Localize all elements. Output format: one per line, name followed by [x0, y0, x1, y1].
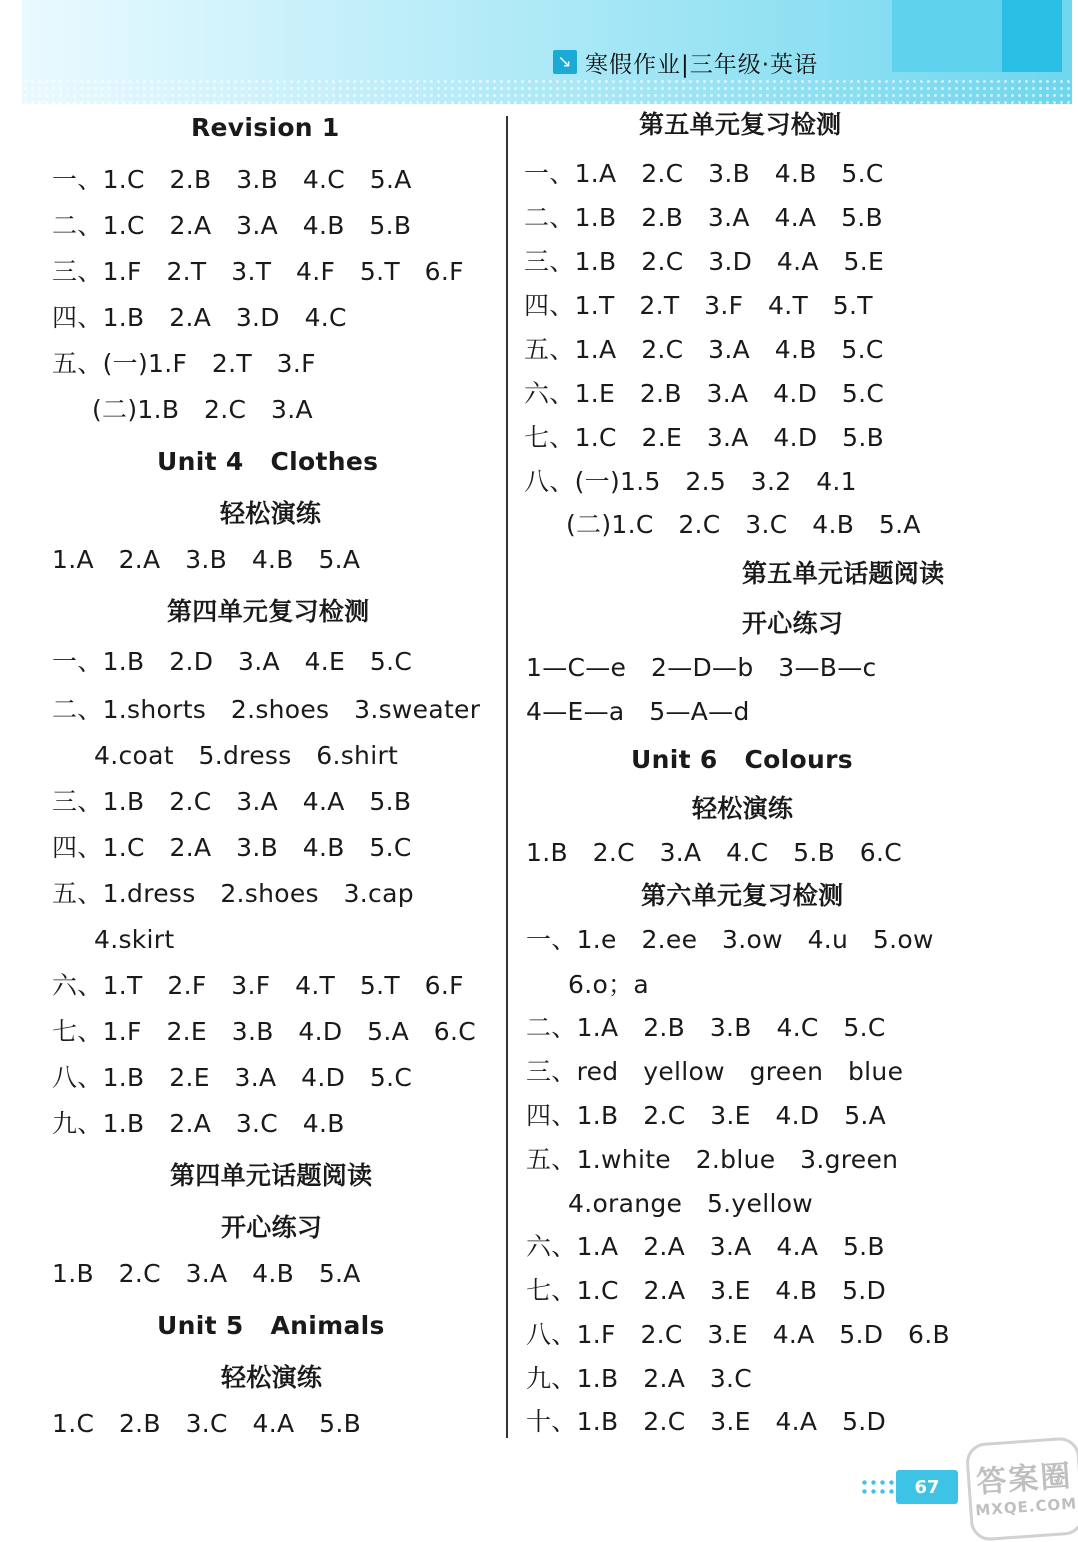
page-number-dots [860, 1478, 896, 1498]
banner-dot-pattern [22, 78, 1072, 104]
left-heading: 第四单元话题阅读 [170, 1161, 373, 1190]
left-answer-line: (二)1.B 2.C 3.A [92, 395, 313, 424]
left-answer-line: 4.skirt [94, 925, 175, 954]
right-heading: 第六单元复习检测 [641, 881, 844, 910]
left-heading: 第四单元复习检测 [167, 597, 370, 626]
right-answer-line: 一、1.A 2.C 3.B 4.B 5.C [524, 159, 884, 188]
right-answer-line: 九、1.B 2.A 3.C [526, 1364, 753, 1393]
right-answer-line: 4—E—a 5—A—d [526, 697, 750, 726]
right-answer-line: 六、1.E 2.B 3.A 4.D 5.C [524, 379, 885, 408]
left-answer-line: 五、(一)1.F 2.T 3.F [52, 349, 316, 378]
right-answer-line: 二、1.B 2.B 3.A 4.A 5.B [524, 203, 883, 232]
left-answer-line: 一、1.C 2.B 3.B 4.C 5.A [52, 165, 412, 194]
right-answer-line: 二、1.A 2.B 3.B 4.C 5.C [526, 1013, 886, 1042]
left-answer-line: 1.C 2.B 3.C 4.A 5.B [52, 1409, 362, 1438]
right-heading: 轻松演练 [692, 794, 794, 823]
left-answer-line: 二、1.shorts 2.shoes 3.sweater [52, 695, 481, 724]
right-answer-line: 七、1.C 2.A 3.E 4.B 5.D [526, 1276, 887, 1305]
banner-block [1002, 0, 1062, 72]
left-answer-line: 三、1.F 2.T 3.T 4.F 5.T 6.F [52, 257, 464, 286]
left-answer-line: 1.A 2.A 3.B 4.B 5.A [52, 545, 361, 574]
right-heading: Unit 6 Colours [631, 745, 853, 774]
right-answer-line: 四、1.B 2.C 3.E 4.D 5.A [526, 1101, 887, 1130]
header-title-text: 寒假作业|三年级·英语 [585, 51, 819, 78]
right-answer-line: 1.B 2.C 3.A 4.C 5.B 6.C [526, 838, 902, 867]
right-answer-line: 4.orange 5.yellow [568, 1189, 814, 1218]
page-number: 67 [896, 1470, 958, 1504]
left-answer-line: 四、1.B 2.A 3.D 4.C [52, 303, 347, 332]
right-answer-line: 6.o；a [568, 970, 649, 999]
right-answer-line: 十、1.B 2.C 3.E 4.A 5.D [526, 1407, 887, 1436]
right-answer-line: (二)1.C 2.C 3.C 4.B 5.A [566, 510, 921, 539]
header-title [553, 46, 818, 78]
banner-block [892, 0, 1002, 72]
left-answer-line: 七、1.F 2.E 3.B 4.D 5.A 6.C [52, 1017, 476, 1046]
left-answer-line: 三、1.B 2.C 3.A 4.A 5.B [52, 787, 412, 816]
right-answer-line: 六、1.A 2.A 3.A 4.A 5.B [526, 1232, 885, 1261]
left-answer-line: 4.coat 5.dress 6.shirt [94, 741, 399, 770]
left-heading: Unit 5 Animals [157, 1311, 385, 1340]
left-heading: Revision 1 [191, 113, 340, 142]
right-answer-line: 七、1.C 2.E 3.A 4.D 5.B [524, 423, 885, 452]
right-answer-line: 五、1.A 2.C 3.A 4.B 5.C [524, 335, 884, 364]
left-answer-line: 六、1.T 2.F 3.F 4.T 5.T 6.F [52, 971, 464, 1000]
watermark-stamp [965, 1436, 1078, 1542]
left-answer-line: 五、1.dress 2.shoes 3.cap [52, 879, 414, 908]
left-answer-line: 九、1.B 2.A 3.C 4.B [52, 1109, 345, 1138]
header-banner [22, 0, 1072, 104]
right-heading: 第五单元话题阅读 [742, 559, 945, 588]
arrow-icon: ↘ [553, 50, 577, 74]
right-answer-line: 1—C—e 2—D—b 3—B—c [526, 653, 877, 682]
left-answer-line: 1.B 2.C 3.A 4.B 5.A [52, 1259, 361, 1288]
left-heading: Unit 4 Clothes [157, 447, 379, 476]
right-answer-line: 三、red yellow green blue [526, 1057, 904, 1086]
right-heading: 开心练习 [742, 609, 844, 638]
watermark-bottom: MXQE.COM [974, 1494, 1078, 1520]
column-divider [506, 116, 508, 1438]
right-answer-line: 八、(一)1.5 2.5 3.2 4.1 [524, 467, 857, 496]
left-answer-line: 八、1.B 2.E 3.A 4.D 5.C [52, 1063, 413, 1092]
right-answer-line: 四、1.T 2.T 3.F 4.T 5.T [524, 291, 873, 320]
right-answer-line: 一、1.e 2.ee 3.ow 4.u 5.ow [526, 925, 934, 954]
left-heading: 轻松演练 [221, 1363, 323, 1392]
watermark-top: 答案圈 [975, 1458, 1074, 1501]
left-heading: 开心练习 [221, 1213, 323, 1242]
left-answer-line: 四、1.C 2.A 3.B 4.B 5.C [52, 833, 412, 862]
left-answer-line: 一、1.B 2.D 3.A 4.E 5.C [52, 647, 413, 676]
right-answer-line: 三、1.B 2.C 3.D 4.A 5.E [524, 247, 885, 276]
right-answer-line: 八、1.F 2.C 3.E 4.A 5.D 6.B [526, 1320, 950, 1349]
right-answer-line: 五、1.white 2.blue 3.green [526, 1145, 899, 1174]
right-heading: 第五单元复习检测 [639, 110, 842, 139]
left-answer-line: 二、1.C 2.A 3.A 4.B 5.B [52, 211, 412, 240]
left-heading: 轻松演练 [220, 499, 322, 528]
